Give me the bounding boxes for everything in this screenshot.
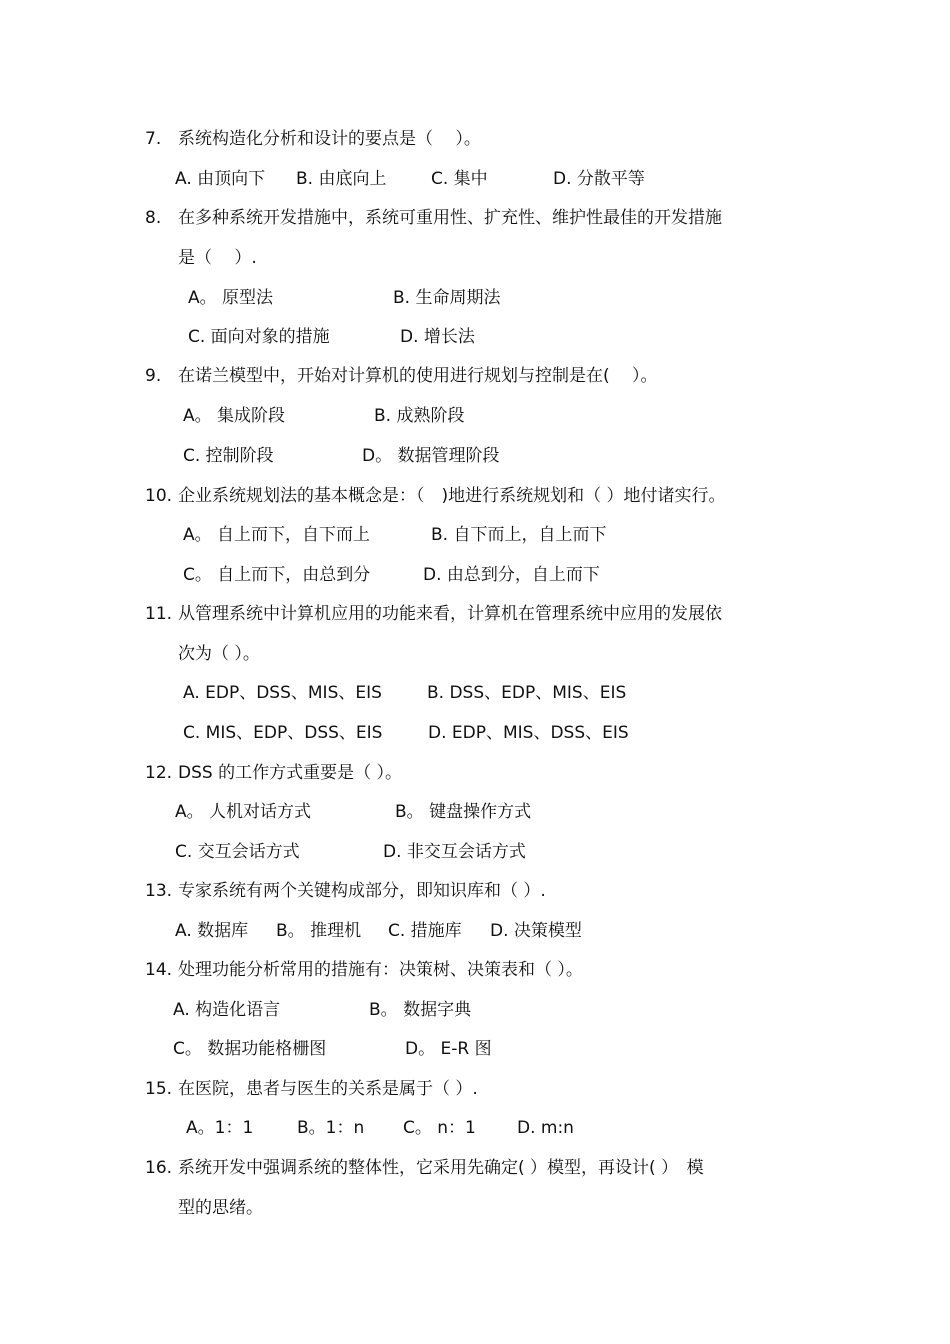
option-c: C。 自上而下，由总到分 <box>183 565 371 585</box>
option-a: A. 构造化语言 <box>173 1000 281 1020</box>
question-stem: 系统开发中强调系统的整体性，它采用先确定( ）模型，再设计( ） 模 <box>178 1158 704 1178</box>
option-c: C. 措施库 <box>388 921 462 941</box>
option-d: D. 由总到分，自上而下 <box>423 565 600 585</box>
option-d: D. 决策模型 <box>490 921 582 941</box>
option-c: C. 控制阶段 <box>183 446 274 466</box>
option-c: C. 面向对象的措施 <box>188 327 330 347</box>
question-number: 9. <box>145 366 162 386</box>
option-d: D. 分散平等 <box>553 169 645 189</box>
option-b: B. 自下而上，自上而下 <box>431 525 607 545</box>
option-b: B。 数据字典 <box>369 1000 472 1020</box>
option-d: D。 数据管理阶段 <box>362 446 500 466</box>
option-a: A。 集成阶段 <box>183 406 286 426</box>
question-stem: 系统构造化分析和设计的要点是（ ）。 <box>178 129 481 149</box>
option-a: A. 数据库 <box>175 921 249 941</box>
question-stem: 企业系统规划法的基本概念是：（ )地进行系统规划和（ ）地付诸实行。 <box>178 486 726 506</box>
option-d: D. 增长法 <box>400 327 475 347</box>
option-b: B. 成熟阶段 <box>374 406 465 426</box>
option-d: D. EDP、MIS、DSS、EIS <box>428 723 629 743</box>
question-stem: 在医院，患者与医生的关系是属于（ ）. <box>178 1079 478 1099</box>
option-c: C. MIS、EDP、DSS、EIS <box>183 723 383 743</box>
option-a: A。 原型法 <box>188 288 274 308</box>
question-number: 15. <box>145 1079 173 1099</box>
option-d: D. m:n <box>517 1118 574 1138</box>
question-stem: 处理功能分析常用的措施有：决策树、决策表和（ ）。 <box>178 960 583 980</box>
option-a: A。 人机对话方式 <box>175 802 312 822</box>
question-stem-continued: 是（ ）. <box>178 248 257 268</box>
option-b: B。 推理机 <box>276 921 362 941</box>
option-b: B。1：n <box>297 1118 365 1138</box>
question-stem-continued: 次为（ ）。 <box>178 644 260 664</box>
option-d: D. 非交互会话方式 <box>383 842 526 862</box>
option-d: D。 E-R 图 <box>405 1039 492 1059</box>
option-a: A。 自上而下，自下而上 <box>183 525 371 545</box>
question-number: 8. <box>145 208 162 228</box>
question-stem: 专家系统有两个关键构成部分，即知识库和（ ）. <box>178 881 546 901</box>
option-c: C. 集中 <box>431 169 488 189</box>
option-b: B. 由底向上 <box>296 169 387 189</box>
question-stem: 在多种系统开发措施中，系统可重用性、扩充性、维护性最佳的开发措施 <box>178 208 722 228</box>
option-b: B。 键盘操作方式 <box>395 802 532 822</box>
question-number: 14. <box>145 960 173 980</box>
option-a: A. 由顶向下 <box>175 169 266 189</box>
option-b: B. DSS、EDP、MIS、EIS <box>427 683 627 703</box>
question-number: 10. <box>145 486 173 506</box>
option-c: C. 交互会话方式 <box>175 842 300 862</box>
option-b: B. 生命周期法 <box>393 288 501 308</box>
question-number: 13. <box>145 881 173 901</box>
question-number: 7. <box>145 129 162 149</box>
option-c: C。 n：1 <box>403 1118 476 1138</box>
question-stem-continued: 型的思绪。 <box>178 1198 263 1218</box>
option-a: A. EDP、DSS、MIS、EIS <box>183 683 382 703</box>
option-c: C。 数据功能格栅图 <box>173 1039 327 1059</box>
question-number: 12. <box>145 763 173 783</box>
question-number: 16. <box>145 1158 173 1178</box>
question-stem: 在诺兰模型中，开始对计算机的使用进行规划与控制是在( ）。 <box>178 366 658 386</box>
question-stem: 从管理系统中计算机应用的功能来看，计算机在管理系统中应用的发展依 <box>178 604 722 624</box>
option-a: A。1：1 <box>186 1118 254 1138</box>
question-stem: DSS 的工作方式重要是（ ）。 <box>178 763 402 783</box>
question-number: 11. <box>145 604 173 624</box>
